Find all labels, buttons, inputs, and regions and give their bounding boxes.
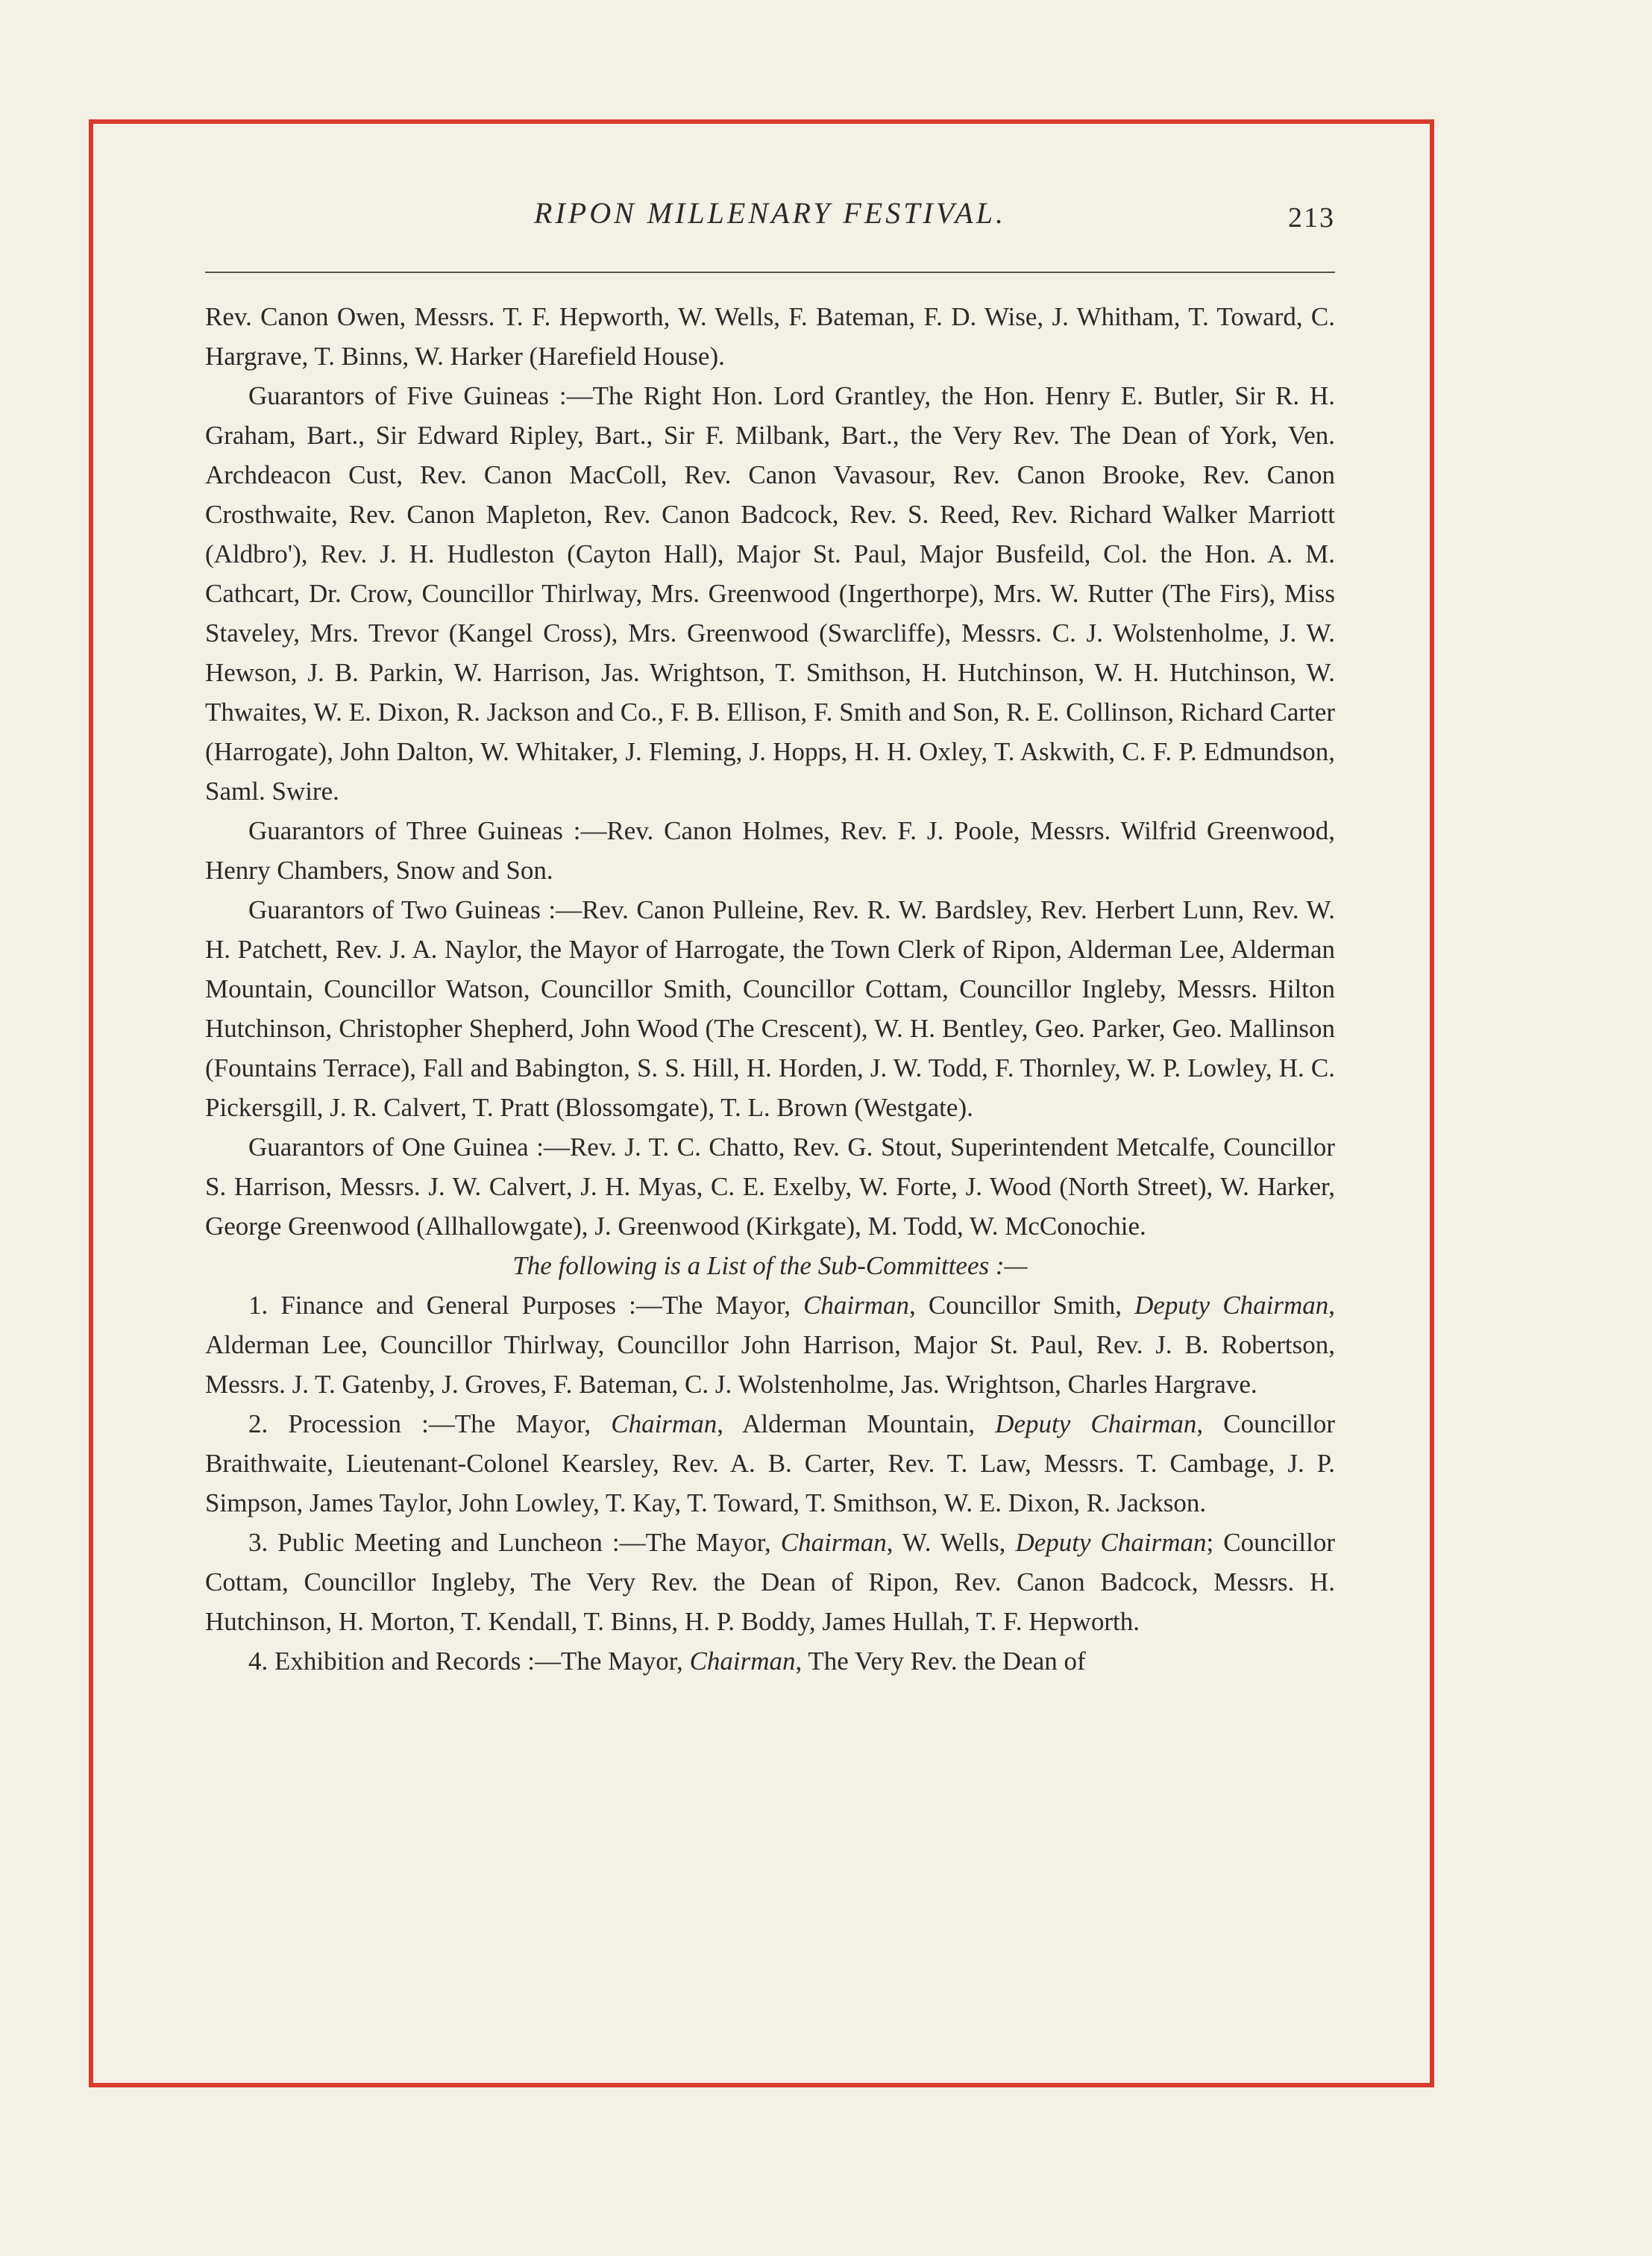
paragraph-two-guineas: Guarantors of Two Guineas :—Rev. Canon Pulleine, Rev. R. W. Bardsley, Rev. Herbert Lunn, Rev. W. H. Patchett, Rev. J. A. Naylor, the Mayor of Harrogate, the Town Clerk of Ripon, Alderman Lee, Alderman Mountain, Councillor Watson, Councillor Smith, Councillor Cottam, Councillor Ingleby, Messrs. Hilton Hutchinson, Christopher Shepherd, John Wood (The Crescent), W. H. Bentley, Geo. Parker, Geo. Mallinson (Fountains Terrace), Fall and Babington, S. S. Hill, H. Horden, J. W. Todd, F. Thornley, W. P. Lowley, H. C. Pickersgill, J. R. Calvert, T. Pratt (Blossomgate), T. L. Brown (Westgate). <box>205 895 1335 1122</box>
paragraph-three-guineas: Guarantors of Three Guineas :—Rev. Canon Holmes, Rev. F. J. Poole, Messrs. Wilfrid Greenwood, Henry Chambers, Snow and Son. <box>205 816 1335 885</box>
sub-committees-heading: The following is a List of the Sub-Committees :— <box>512 1251 1028 1280</box>
paragraph-one-guinea: Guarantors of One Guinea :—Rev. J. T. C. Chatto, Rev. G. Stout, Superintendent Metcalfe, Councillor S. Harrison, Messrs. J. W. Calvert, J. H. Myas, C. E. Exelby, W. Forte, J. Wood (North Street), W. Harker, George Greenwood (Allhallowgate), J. Greenwood (Kirkgate), M. Todd, W. McConochie. <box>205 1132 1335 1241</box>
page-body <box>205 297 1335 1681</box>
page-number: 213 <box>1288 202 1335 234</box>
running-head <box>205 195 1335 240</box>
paragraph-continuation: Rev. Canon Owen, Messrs. T. F. Hepworth, W. Wells, F. Bateman, F. D. Wise, J. Whitham, T. Toward, C. Hargrave, T. Binns, W. Harker (Harefield House). <box>205 302 1335 371</box>
committee-public-meeting: 3. Public Meeting and Luncheon :—The Mayor, Chairman, W. Wells, Deputy Chairman; Councillor Cottam, Councillor Ingleby, The Very Rev. the Dean of Ripon, Rev. Canon Badcock, Messrs. H. Hutchinson, H. Morton, T. Kendall, T. Binns, H. P. Boddy, James Hullah, T. F. Hepworth. <box>205 1528 1335 1636</box>
paragraph-five-guineas: Guarantors of Five Guineas :—The Right Hon. Lord Grantley, the Hon. Henry E. Butler, Sir R. H. Graham, Bart., Sir Edward Ripley, Bart., Sir F. Milbank, Bart., the Very Rev. The Dean of York, Ven. Archdeacon Cust, Rev. Canon MacColl, Rev. Canon Vavasour, Rev. Canon Brooke, Rev. Canon Crosthwaite, Rev. Canon Mapleton, Rev. Canon Badcock, Rev. S. Reed, Rev. Richard Walker Marriott (Aldbro'), Rev. J. H. Hudleston (Cayton Hall), Major St. Paul, Major Busfeild, Col. the Hon. A. M. Cathcart, Dr. Crow, Councillor Thirlway, Mrs. Greenwood (Ingerthorpe), Mrs. W. Rutter (The Firs), Miss Staveley, Mrs. Trevor (Kangel Cross), Mrs. Greenwood (Swarcliffe), Messrs. C. J. Wolstenholme, J. W. Hewson, J. B. Parkin, W. Harrison, Jas. Wrightson, T. Smithson, H. Hutchinson, W. H. Hutchinson, W. Thwaites, W. E. Dixon, R. Jackson and Co., F. B. Ellison, F. Smith and Son, R. E. Collinson, Richard Carter (Harrogate), John Dalton, W. Whitaker, J. Fleming, J. Hopps, H. H. Oxley, T. Askwith, C. F. P. Edmundson, Saml. Swire. <box>205 381 1335 806</box>
committee-procession: 2. Procession :—The Mayor, Chairman, Alderman Mountain, Deputy Chairman, Councillor Braithwaite, Lieutenant-Colonel Kearsley, Rev. A. B. Carter, Rev. T. Law, Messrs. T. Cambage, J. P. Simpson, James Taylor, John Lowley, T. Kay, T. Toward, T. Smithson, W. E. Dixon, R. Jackson. <box>205 1409 1335 1517</box>
committee-finance: 1. Finance and General Purposes :—The Mayor, Chairman, Councillor Smith, Deputy Chairman, Alderman Lee, Councillor Thirlway, Councillor John Harrison, Major St. Paul, Rev. J. B. Robertson, Messrs. J. T. Gatenby, J. Groves, F. Bateman, C. J. Wolstenholme, Jas. Wrightson, Charles Hargrave. <box>205 1291 1335 1399</box>
running-title: RIPON MILLENARY FESTIVAL. <box>534 196 1006 230</box>
header-rule <box>205 272 1335 273</box>
committee-exhibition: 4. Exhibition and Records :—The Mayor, Chairman, The Very Rev. the Dean of <box>248 1646 1086 1676</box>
